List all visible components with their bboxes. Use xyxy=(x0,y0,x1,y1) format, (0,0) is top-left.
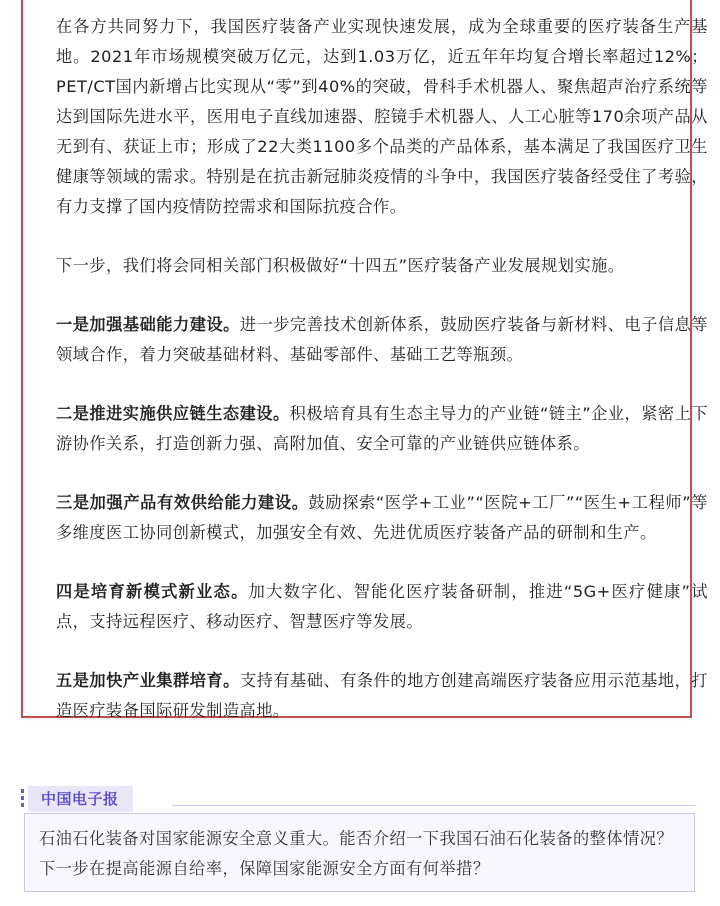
paragraph-text: 支持有基础、有条件的地方创建高端医疗装备应用示范基地，打造医疗装备国际研发制造高地。 xyxy=(56,671,708,720)
answer-content xyxy=(56,12,708,755)
answer-paragraph-6 xyxy=(56,577,708,637)
answer-paragraph-1 xyxy=(56,12,708,222)
paragraph-text: 下一步，我们将会同相关部门积极做好“十四五”医疗装备产业发展规划实施。 xyxy=(56,256,625,275)
question-text: 石油石化装备对国家能源安全意义重大。能否介绍一下我国石油石化装备的整体情况？下一步在提高能源自给率，保障国家能源安全方面有何举措？ xyxy=(24,813,695,892)
answer-paragraph-7 xyxy=(56,666,708,726)
paragraph-text: 进一步完善技术创新体系，鼓励医疗装备与新材料、电子信息等领域合作，着力突破基础材料、基础零部件、基础工艺等瓶颈。 xyxy=(56,315,708,364)
paragraph-lead: 三是加强产品有效供给能力建设。 xyxy=(56,493,309,512)
answer-paragraph-2 xyxy=(56,251,708,281)
answer-paragraph-3 xyxy=(56,310,708,370)
paragraph-text: 积极培育具有生态主导力的产业链“链主”企业，紧密上下游协作关系，打造创新力强、高附加值、安全可靠的产业链供应链体系。 xyxy=(56,404,709,453)
paragraph-lead: 二是推进实施供应链生态建设。 xyxy=(56,404,290,423)
paragraph-text: 加大数字化、智能化医疗装备研制，推进“5G+医疗健康”试点，支持远程医疗、移动医疗、智慧医疗等发展。 xyxy=(56,582,709,631)
paragraph-lead: 四是培育新模式新业态。 xyxy=(56,582,249,601)
paragraph-lead: 一是加强基础能力建设。 xyxy=(56,315,240,334)
paragraph-text: 鼓励探索“医学+工业”“医院+工厂”“医生+工程师”等多维度医工协同创新模式，加强安全有效、先进优质医疗装备产品的研制和生产。 xyxy=(56,493,708,542)
answer-box xyxy=(21,0,709,720)
answer-paragraph-4 xyxy=(56,399,708,459)
dots-accent-icon xyxy=(21,789,25,809)
divider xyxy=(172,805,695,806)
question-source-label: 中国电子报 xyxy=(28,786,133,812)
question-box xyxy=(24,786,695,894)
answer-paragraph-5 xyxy=(56,488,708,548)
paragraph-lead: 五是加快产业集群培育。 xyxy=(56,671,240,690)
paragraph-text: 在各方共同努力下，我国医疗装备产业实现快速发展，成为全球重要的医疗装备生产基地。2021年市场规模突破万亿元，达到1.03万亿，近五年年均复合增长率超过12%；PET/CT国内新增占比实现从“零”到40%的突破，骨科手术机器人、聚焦超声治疗系统等达到国际先进水平，医用电子直线加速器、腔镜手术机器人、人工心脏等170余项产品从无到有、获证上市；形成了22大类1100多个品类的产品体系，基本满足了我国医疗卫生健康等领域的需求。特别是在抗击新冠肺炎疫情的斗争中，我国医疗装备经受住了考验，有力支撑了国内疫情防控需求和国际抗疫合作。 xyxy=(56,17,708,216)
